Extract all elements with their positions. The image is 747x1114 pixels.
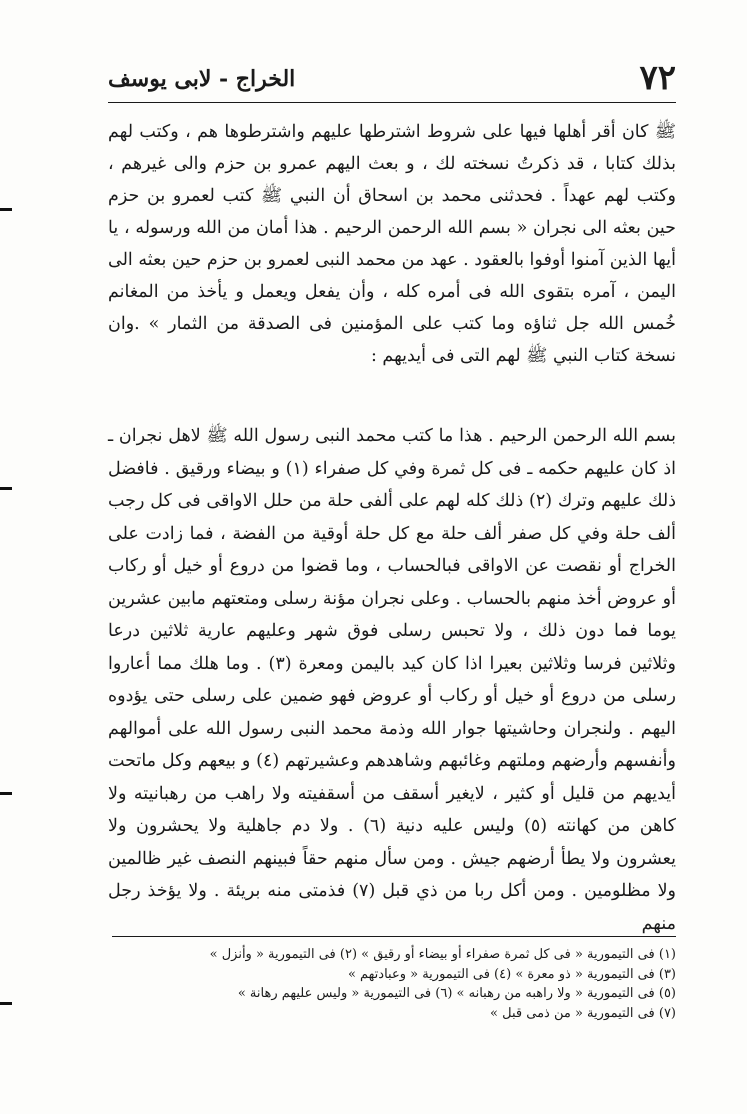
scan-edge-mark bbox=[0, 1002, 12, 1005]
page-number: ٧٢ bbox=[639, 58, 676, 98]
footnotes bbox=[112, 945, 676, 1023]
footnote-line-2: (٣) فى التيمورية « ذو معرة » (٤) فى التيمورية « وعبادتهم » bbox=[347, 966, 676, 982]
paragraph-2-text: بسم الله الرحمن الرحيم . هذا ما كتب محمد النبى رسول الله ﷺ لاهل نجران ـ اذ كان عليهم حكمه ـ فى كل ثمرة وفي كل صفراء (١) و بيضاء ورقيق . فافضل ذلك عليهم وترك (٢) ذلك كله لهم على ألفى حلة من حلل الاواقى فى كل رجب ألف حلة وفي كل صفر ألف حلة مع كل حلة أوقية من الفضة ، فما زادت على الخراج أو نقصت عن الاواقى فبالحساب ، وما قضوا من دروع أو خيل أو ركاب أو عروض أخذ منهم بالحساب . وعلى نجران مؤنة رسلى ومتعتهم مابين عشرين يوما فما دون ذلك ، ولا تحبس رسلى فوق شهر وعليهم عارية ثلاثين درعا وثلاثين فرسا وثلاثين بعيرا اذا كان كيد باليمن ومعرة (٣) . وما هلك مما أعاروا رسلى من دروع أو خيل أو ركاب أو عروض فهو ضمين على رسلى حتى يؤدوه اليهم . ولنجران وحاشيتها جوار الله وذمة محمد النبى رسول الله على أموالهم وأنفسهم وأرضهم وملتهم وغائبهم وشاهدهم وعشيرتهم (٤) و بيعهم وكل ماتحت أيديهم من قليل أو كثير ، لايغير أسقف من أسقفيته ولا راهب من رهبانيته ولا كاهن من كهانته (٥) وليس عليه دنية (٦) . ولا دم جاهلية ولا يحشرون ولا يعشرون ولا يطأ أرضهم جيش . ومن سأل منهم حقاً فبينهم النصف غير ظالمين ولا مظلومين . ومن أكل ربا من ذي قبل (٧) فذمتى منه بريئة . ولا يؤخذ رجل منهم bbox=[108, 426, 676, 934]
scan-edge-mark bbox=[0, 208, 12, 211]
footnote-line-4: (٧) فى التيمورية « من ذمى قبل » bbox=[490, 1005, 676, 1021]
paragraph-1-text: ﷺ كان أقر أهلها فيها على شروط اشترطها عليهم واشترطوها هم ، وكتب لهم بذلك كتابا ، قد ذكرتُ نسخته لك ، و بعث اليهم عمرو بن حزم والى غيرهم ، وكتب لهم عهداً . فحدثنى محمد بن اسحاق أن النبي ﷺ كتب لعمرو بن حزم حين بعثه الى نجران « بسم الله الرحمن الرحيم . هذا أمان من الله ورسوله ، يا أيها الذين آمنوا أوفوا بالعقود . عهد من محمد النبى لعمرو بن حزم حين بعثه الى اليمن ، آمره بتقوى الله فى أمره كله ، وأن يفعل ويعمل و يأخذ من المغانم خُمس الله جل ثناؤه وما كتب على المؤمنين فى الصدقة من الثمار » .وان نسخة كتاب النبي ﷺ لهم التى فى أيديهم : bbox=[108, 122, 676, 366]
scan-edge-mark bbox=[0, 487, 12, 490]
page-header bbox=[108, 58, 676, 103]
footnote-line-3: (٥) فى التيمورية « ولا راهبه من رهبانه » (٦) فى التيمورية « وليس عليهم رهانة » bbox=[237, 986, 676, 1001]
paragraph-2 bbox=[108, 420, 676, 940]
footnote-line-1: (١) فى التيمورية « فى كل ثمرة صفراء أو بيضاء أو رقيق » (٢) فى التيمورية « وأنزل » bbox=[209, 947, 676, 962]
scan-edge-mark bbox=[0, 792, 12, 795]
paragraph-1 bbox=[108, 116, 676, 372]
running-title: الخراج - لابى يوسف bbox=[108, 66, 296, 92]
footnote-divider bbox=[112, 936, 676, 937]
